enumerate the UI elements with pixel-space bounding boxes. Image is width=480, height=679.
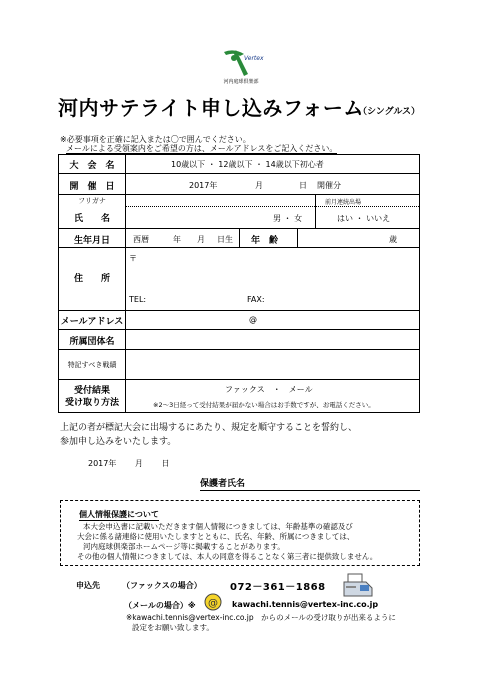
birth-month: 月 xyxy=(197,235,205,244)
postal-mark: 〒 xyxy=(129,254,137,263)
mail-note-1: ※kawachi.tennis@vertex-inc.co.jp からのメールの受け取りが出来るように xyxy=(126,613,396,622)
fax-case-label: （ファックスの場合） xyxy=(122,581,202,590)
event-date-suffix: 開催分 xyxy=(317,181,341,190)
result-label-1: 受付結果 xyxy=(73,386,110,396)
privacy-line-4: その他の個人情報につきましては、本人の同意を得ることなく第三者に提供致しません。 xyxy=(77,552,378,561)
sign-date-day: 日 xyxy=(161,459,170,468)
email-label: メールアドレス xyxy=(60,317,124,327)
tel-label: TEL: xyxy=(129,295,147,304)
guardian-label: 保護者氏名 xyxy=(200,479,246,489)
logo-caption: 河内庭球倶楽部 xyxy=(223,79,259,85)
mail-case-label: （メールの場合）※ xyxy=(124,601,196,610)
event-date-day: 日 xyxy=(299,181,307,190)
fax-number: 072－361－1868 xyxy=(230,582,326,593)
sign-date-month: 月 xyxy=(134,459,143,468)
name-label: 氏 名 xyxy=(73,214,110,224)
privacy-line-2: 大会に係る諸連絡に使用いたしますとともに、氏名、年齢、所属につきましては、 xyxy=(77,532,355,541)
team-label: 所属団体名 xyxy=(69,337,115,347)
privacy-notice xyxy=(60,500,420,566)
privacy-line-1: 本大会申込書に記載いただきます個人情報につきましては、年齢基準の確認及び xyxy=(83,522,353,531)
result-note: ※2～3日経って受付結果が届かない場合はお手数ですが、お電話ください。 xyxy=(153,401,375,409)
furigana-label: フリガナ xyxy=(78,197,106,205)
email-at: @ xyxy=(249,315,257,324)
prev-month-label: 前月連続出場 xyxy=(325,199,362,206)
prev-month-options[interactable]: はい ・ いいえ xyxy=(337,214,391,223)
instruction-note-2 xyxy=(66,143,337,154)
instruction-note-2-text: メールによる受領案内をご希望の方は、メールアドレスをご記入ください。 xyxy=(66,144,338,153)
result-options[interactable]: ファックス ・ メール xyxy=(225,385,313,394)
record-label: 特記すべき戦績 xyxy=(67,361,117,369)
name-field[interactable] xyxy=(149,207,289,225)
event-options[interactable]: 10歳以下 ・ 12歳以下 ・ 14歳以下初心者 xyxy=(171,160,324,169)
event-date-year: 2017年 xyxy=(189,181,218,190)
mail-address: kawachi.tennis@vertex-inc.co.jp xyxy=(232,600,379,609)
address-label: 住 所 xyxy=(73,274,110,284)
application-form xyxy=(58,154,420,413)
sign-date xyxy=(88,458,169,469)
apply-label: 申込先 xyxy=(76,581,100,590)
mail-note-2: 設定をお願い致します。 xyxy=(132,623,214,632)
pledge-line-1: 上記の者が標記大会に出場するにあたり、規定を順守することを誓約し、 xyxy=(60,423,358,433)
fax-machine-icon xyxy=(340,572,374,598)
age-label: 年 齢 xyxy=(251,236,279,246)
instruction-note-1: ※必要事項を正確に記入または〇で囲んでください。 xyxy=(60,135,251,144)
svg-text:@: @ xyxy=(208,598,218,609)
birthdate-label: 生年月日 xyxy=(73,236,110,246)
birth-day: 日生 xyxy=(217,235,233,244)
sign-date-year: 2017年 xyxy=(88,459,117,468)
result-label-2: 受け取り方法 xyxy=(64,398,119,408)
pledge-line-2: 参加申し込みをいたします。 xyxy=(60,437,177,447)
event-date-label: 開 催 日 xyxy=(69,182,115,192)
birth-year: 年 xyxy=(173,235,181,244)
privacy-line-3: 河内庭球倶楽部ホームページ等に掲載することがあります。 xyxy=(83,542,285,551)
event-date-month: 月 xyxy=(255,181,263,190)
svg-text:Vertex: Vertex xyxy=(244,55,264,62)
guardian-name-field[interactable] xyxy=(200,476,420,491)
birth-era: 西暦 xyxy=(133,235,149,244)
age-unit: 歳 xyxy=(389,235,397,244)
gender-options[interactable]: 男 ・ 女 xyxy=(273,214,303,223)
fax-label: FAX: xyxy=(247,295,265,304)
event-name-label: 大 会 名 xyxy=(69,161,115,171)
page-subtitle: （シングルス） xyxy=(358,107,421,117)
pledge-text xyxy=(60,421,430,449)
privacy-title: 個人情報保護について xyxy=(79,510,159,519)
page-title: 河内サテライト申し込みフォーム xyxy=(58,96,364,120)
email-icon xyxy=(202,592,224,612)
